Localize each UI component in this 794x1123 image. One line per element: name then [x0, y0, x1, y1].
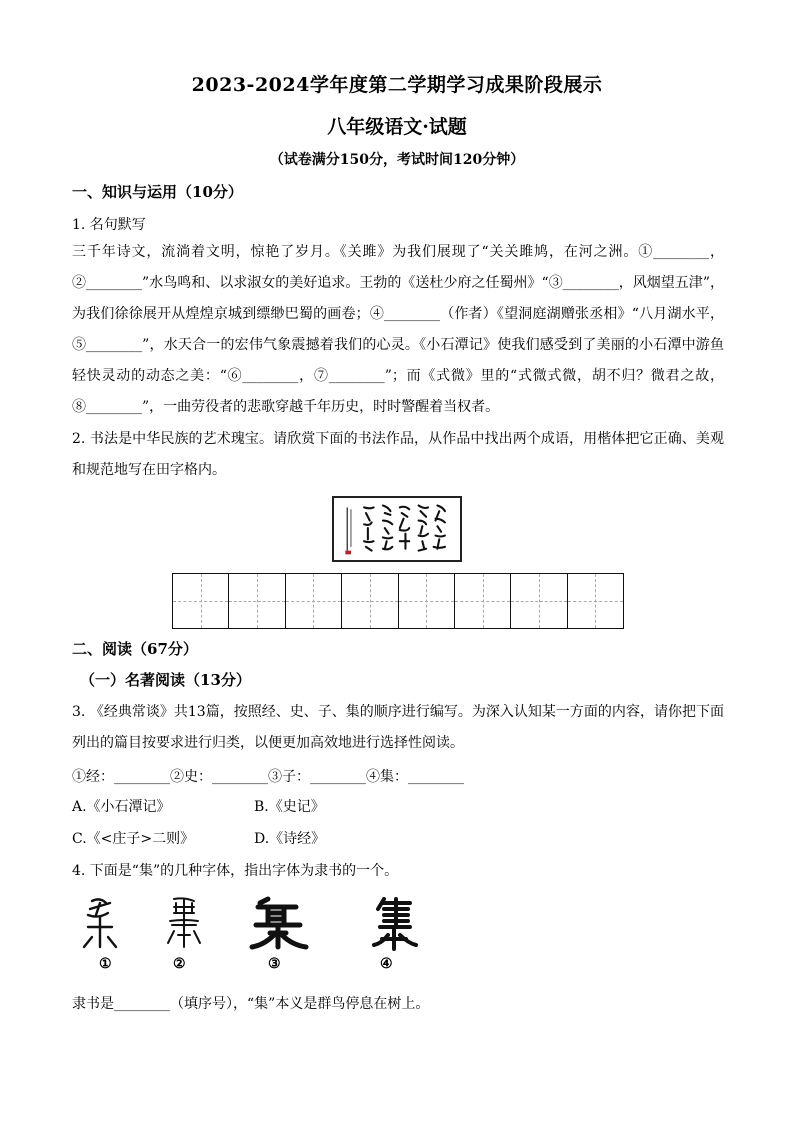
glyph-number-3: ③ [268, 956, 281, 972]
option-d: D.《诗经》 [254, 831, 326, 847]
section2-heading: 二、阅读（67分） [72, 640, 198, 658]
section1-heading: 一、知识与运用（10分） [72, 183, 243, 201]
option-c: C.《<庄子>二则》 [72, 831, 195, 847]
grid-cell[interactable] [568, 574, 623, 628]
glyph-number-2: ② [173, 956, 186, 972]
q4-answer-line: 隶书是________（填序号），“集”本义是群鸟停息在树上。 [72, 996, 430, 1012]
tianzige-grid[interactable] [172, 573, 624, 629]
glyph-number-4: ④ [380, 956, 393, 972]
option-a: A.《小石潭记》 [72, 799, 171, 815]
grid-cell[interactable] [399, 574, 455, 628]
grid-cell[interactable] [342, 574, 398, 628]
ji-glyph-clerical [246, 895, 310, 951]
q2-text: 2. 书法是中华民族的艺术瑰宝。请欣赏下面的书法作品，从作品中找出两个成语，用楷体把它正确、美观和规范地写在田字格内。 [72, 431, 724, 478]
option-b: B.《史记》 [254, 799, 325, 815]
calligraphy-artwork [332, 496, 462, 562]
grid-cell[interactable] [173, 574, 229, 628]
calligraphy-image [334, 498, 460, 560]
grid-cell[interactable] [229, 574, 285, 628]
q1-title: 1. 名句默写 [72, 217, 146, 233]
section2-subheading: （一）名著阅读（13分） [80, 671, 251, 689]
glyph-number-1: ① [99, 956, 112, 972]
exam-subtitle: 八年级语文·试题 [327, 116, 467, 138]
q3-blanks: ①经：________②史：________③子：________④集：________ [72, 769, 464, 785]
ji-glyph-seal [162, 895, 206, 951]
exam-title: 2023-2024学年度第二学期学习成果阶段展示 [191, 74, 603, 96]
q4-text: 4. 下面是“集”的几种字体，指出字体为隶书的一个。 [72, 863, 399, 879]
ji-glyph-oracle [78, 895, 122, 951]
grid-cell[interactable] [455, 574, 511, 628]
grid-cell[interactable] [511, 574, 567, 628]
q1-text: 三千年诗文，流淌着文明，惊艳了岁月。《关雎》为我们展现了“关关雎鸠，在河之洲。①________，②________”水鸟鸣和、以求淑女的美好追求。王勃的《送杜少府之任蜀州》“③________，风烟望五津”，为我们徐徐展开从煌煌京城到缥缈巴蜀的画卷；④________（作者）《望洞庭湖赠张丞相》“八月湖水平，⑤________”，水天合一的宏伟气象震撼着我们的心灵。《小石潭记》使我们感受到了美丽的小石潭中游鱼轻快灵动的动态之美：“⑥________，⑦________”；而《式微》里的“式微式微，胡不归？微君之故，⑧________”，一曲劳役者的悲歌穿越千年历史，时时警醒着当权者。 [72, 244, 724, 415]
q3-text: 3. 《经典常谈》共13篇，按照经、史、子、集的顺序进行编写。为深入认知某一方面的内容，请你把下面列出的篇目按要求进行归类，以便更加高效地进行选择性阅读。 [72, 704, 724, 751]
ji-glyph-regular [370, 895, 418, 951]
exam-note: （试卷满分150分，考试时间120分钟） [269, 152, 525, 168]
grid-cell[interactable] [286, 574, 342, 628]
